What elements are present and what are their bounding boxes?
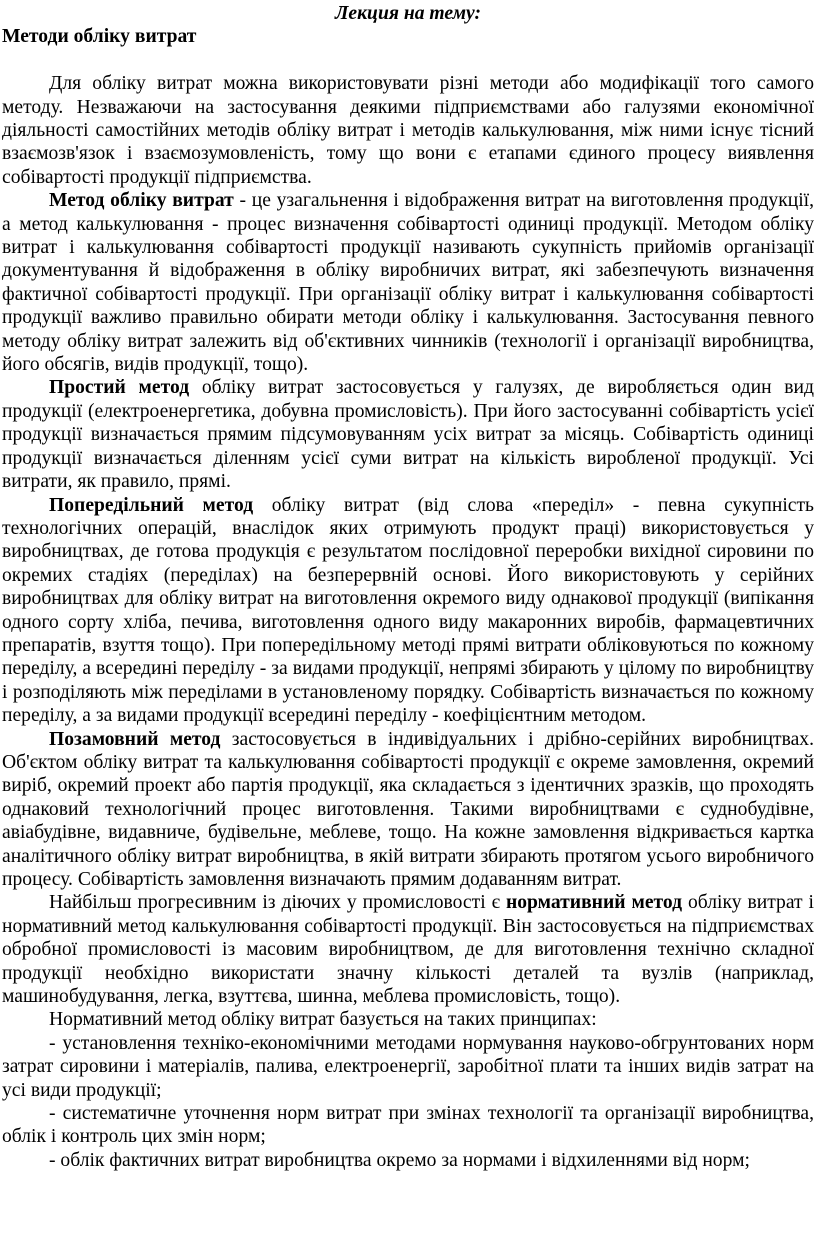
paragraph-normative-method	[2, 891, 814, 1008]
term-job-order-method: Позамовний метод	[49, 728, 221, 750]
term-normative-method: нормативний метод	[505, 892, 683, 914]
paragraph-process-method	[2, 494, 814, 728]
paragraph-cost-accounting-method	[2, 189, 814, 376]
term-simple-method: Простий метод	[49, 377, 190, 399]
paragraph-text: застосовується в індивідуальних і дрібно-серійних виробництвах. Об'єктом обліку витрат та калькулювання собівартості продукції є окреме замовлення, окремий виріб, окремий проект або партія продукції, яка складається з ідентичних зразків, що проходять однаковий технологічний процес виготовлення. Такими виробництвами є суднобудівне, авіабудівне, видавниче, будівельне, меблеве, тощо. На кожне замовлення відкривається картка аналітичного обліку витрат виробництва, в якій витрати збирають протягом усього виробничого процесу. Собівартість замовлення визначають прямим додаванням витрат.	[2, 728, 814, 891]
list-item: - установлення техніко-економічними методами нормування науково-обгрунтованих норм затрат сировини і матеріалів, палива, електроенергії, заробітної плати та інших видів затрат на усі види продукції;	[2, 1032, 814, 1101]
document-subtitle: Методи обліку витрат	[2, 26, 197, 48]
paragraph-intro: Для обліку витрат можна використовувати різні методи або модифікації того самого методу. Незважаючи на застосування деякими підприємствами або галузями економічної діяльності самостійних методів обліку витрат і методів калькулювання, між ними існує тісний взаємозв'язок і взаємозумовленість, тому що вони є етапами єдиного процесу виявлення собівартості продукції підприємства.	[2, 73, 814, 188]
paragraph-text: обліку витрат застосовується у галузях, де виробляється один вид продукції (електроенергетика, добувна промисловість). При його застосуванні собівартість усієї продукції визначається прямим підсумовуванням усіх витрат за місяць. Собівартість одиниці продукції визначається діленням усієї суми витрат на кількість виробленої продукції. Усі витрати, як правило, прямі.	[2, 377, 814, 493]
term-cost-accounting-method: Метод обліку витрат	[49, 190, 234, 212]
document-title: Лекция на тему:	[334, 3, 481, 24]
paragraph-text: - це узагальнення і відображення витрат на виготовлення продукції, а метод калькулювання - процес визначення собівартості одиниці продукції. Методом обліку витрат і калькулювання собівартості продукції називають сукупність прийомів організації документування й відображення в обліку виробничих витрат, які забезпечують визначення фактичної собівартості продукції. При організації обліку витрат і калькулювання собівартості продукції важливо правильно обирати методи обліку і калькулювання. Застосування певного методу обліку витрат залежить від об'єктивних чинників (технології і організації виробництва, його обсягів, видів продукції, тощо).	[2, 190, 815, 376]
paragraph-text: обліку витрат і нормативний метод калькулювання собівартості продукції. Він застосовується на підприємствах обробної промисловості із масовим виробництвом, де для виготовлення технічно складної продукції необхідно використати значну кількості деталей та вузлів (наприклад, машинобудування, легка, взуттєва, шинна, меблева промисловість, тощо).	[2, 892, 814, 1008]
paragraph-text: обліку витрат (від слова «переділ» - певна сукупність технологічних операцій, внаслідок яких отримують продукт праці) використовується у виробництвах, де готова продукція є результатом послідовної переробки вихідної сировини по окремих стадіях (переділах) на безперервній основі. Його використовують у серійних виробництвах для обліку витрат на виготовлення окремого виду однакової продукції (випікання одного сорту хліба, печива, виготовлення одного виду макаронних виробів, фармацевтичних препаратів, взуття тощо). При попередільному методі прямі витрати обліковуються по кожному переділу, а всередині переділу - за видами продукції, непрямі збирають у цілому по виробництву і розподіляють між переділами в установленому порядку. Собівартість визначається по кожному переділу, а за видами продукції всередині переділу - коефіцієнтним методом.	[2, 494, 814, 727]
paragraph-simple-method	[2, 376, 814, 493]
paragraph-principles-intro: Нормативний метод обліку витрат базується на таких принципах:	[49, 1009, 597, 1031]
paragraph-job-order-method	[2, 728, 814, 892]
paragraph-text: Найбільш прогресивним із діючих у промисловості є	[49, 892, 506, 914]
list-item: - облік фактичних витрат виробництва окремо за нормами і відхиленнями від норм;	[49, 1149, 750, 1171]
term-process-method: Попередільний метод	[49, 494, 254, 516]
list-item: - систематичне уточнення норм витрат при змінах технології та організації виробництва, облік і контроль цих змін норм;	[2, 1103, 814, 1148]
